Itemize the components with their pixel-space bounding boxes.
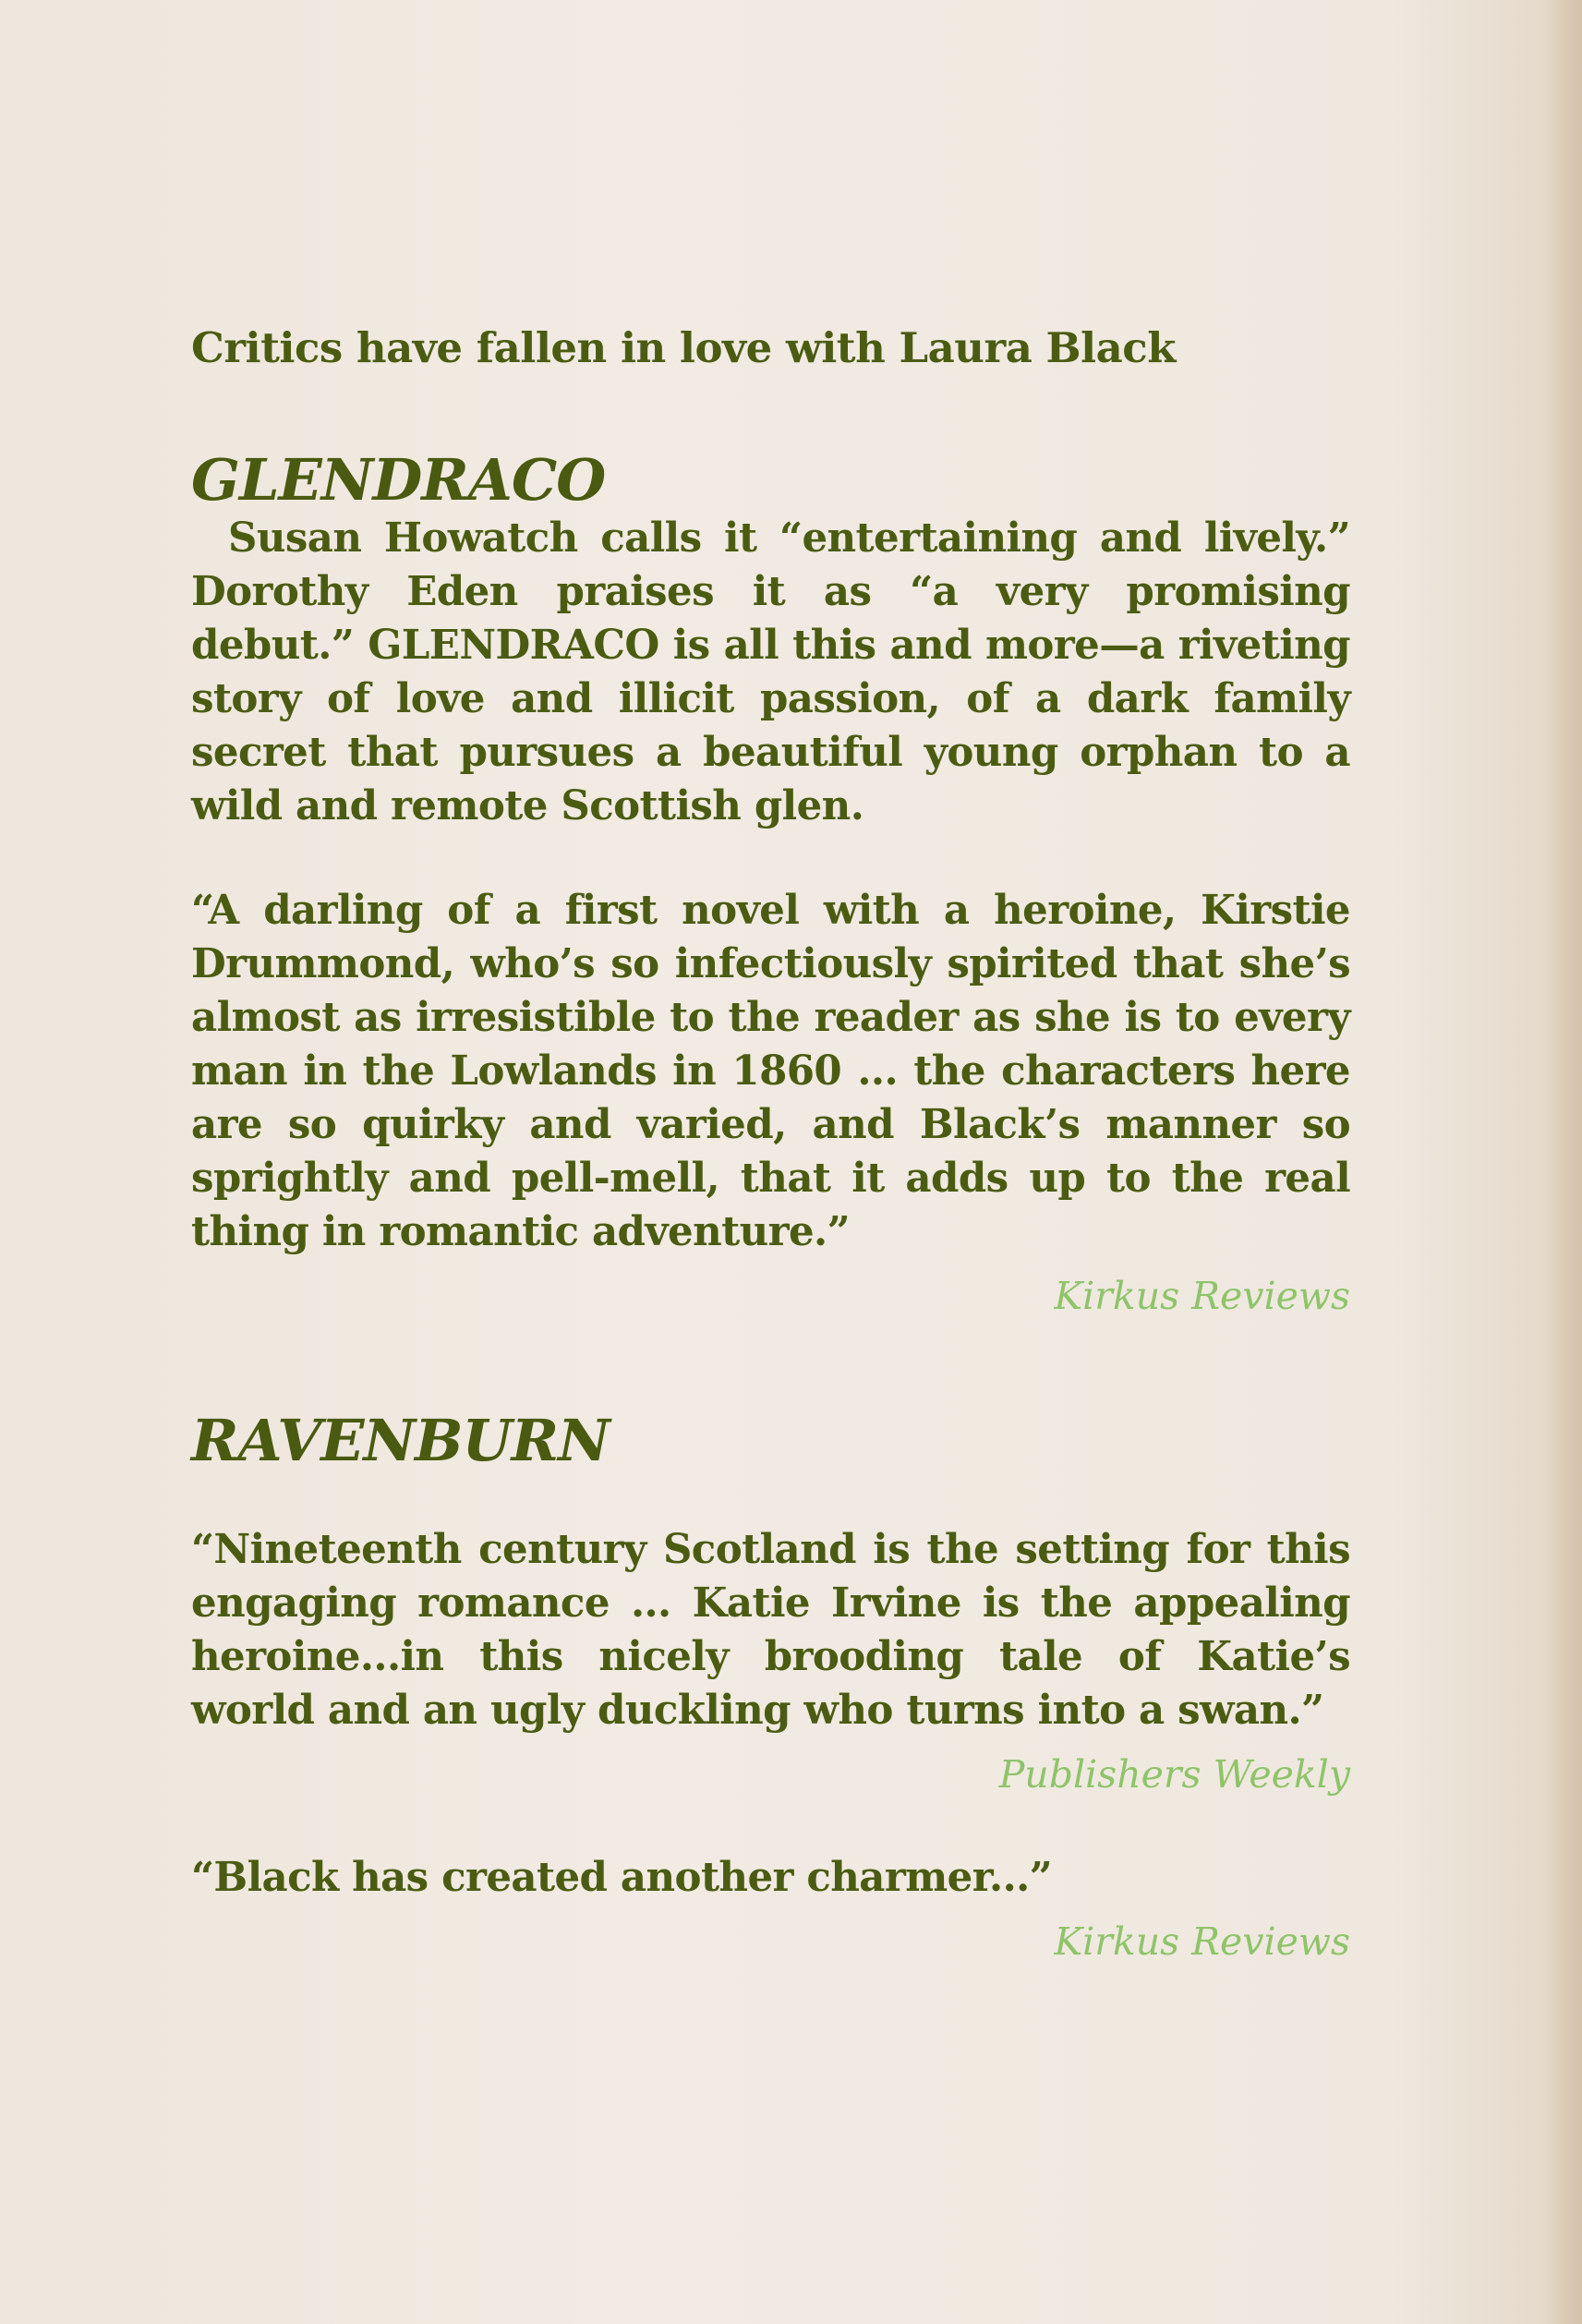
ravenburn-title: RAVENBURN (191, 1407, 610, 1475)
glendraco-review: “A darling of a first novel with a heroine, Kirstie Drummond, who’s so infectiously spirited that she’s almost as irresistible to the reader as she is to every man in the Lowlands in 1860 ... the characters here are so quirky and varied, and Black’s manner so sprightly and pell-mell, that it adds up to the real thing in romantic adventure.” (191, 887, 1350, 1256)
glendraco-summary: Susan Howatch calls it “entertaining and lively.” Dorothy Eden praises it as “a very promising debut.” GLENDRACO is all this and more—a riveting story of love and illicit passion, of a dark family secret that pursues a beautiful young orphan to a wild and remote Scottish glen. (191, 514, 1350, 830)
glendraco-title: GLENDRACO (191, 446, 606, 514)
cover-text-block (191, 323, 1350, 1967)
spacer (191, 1800, 1350, 1851)
spacer (191, 833, 1350, 884)
ravenburn-review-2: “Black has created another charmer...” (191, 1854, 1053, 1902)
ravenburn-section (191, 1407, 1350, 1967)
ravenburn-review-2-source: Kirkus Reviews (1054, 1919, 1350, 1965)
cover-headline: Critics have fallen in love with Laura Black (191, 323, 1176, 372)
spacer (191, 1322, 1350, 1410)
spacer (191, 1472, 1350, 1523)
ravenburn-review-1-source: Publishers Weekly (998, 1752, 1350, 1797)
ravenburn-review-1: “Nineteenth century Scotland is the setting for this engaging romance ... Katie Irvine is the appealing heroine...in this nicely brooding tale of Katie’s world and an ugly duckling who turns into a swan.” (191, 1526, 1350, 1735)
glendraco-review-source: Kirkus Reviews (1054, 1274, 1350, 1319)
glendraco-section (191, 446, 1350, 1322)
cover-edge-shading (1545, 0, 1582, 2324)
